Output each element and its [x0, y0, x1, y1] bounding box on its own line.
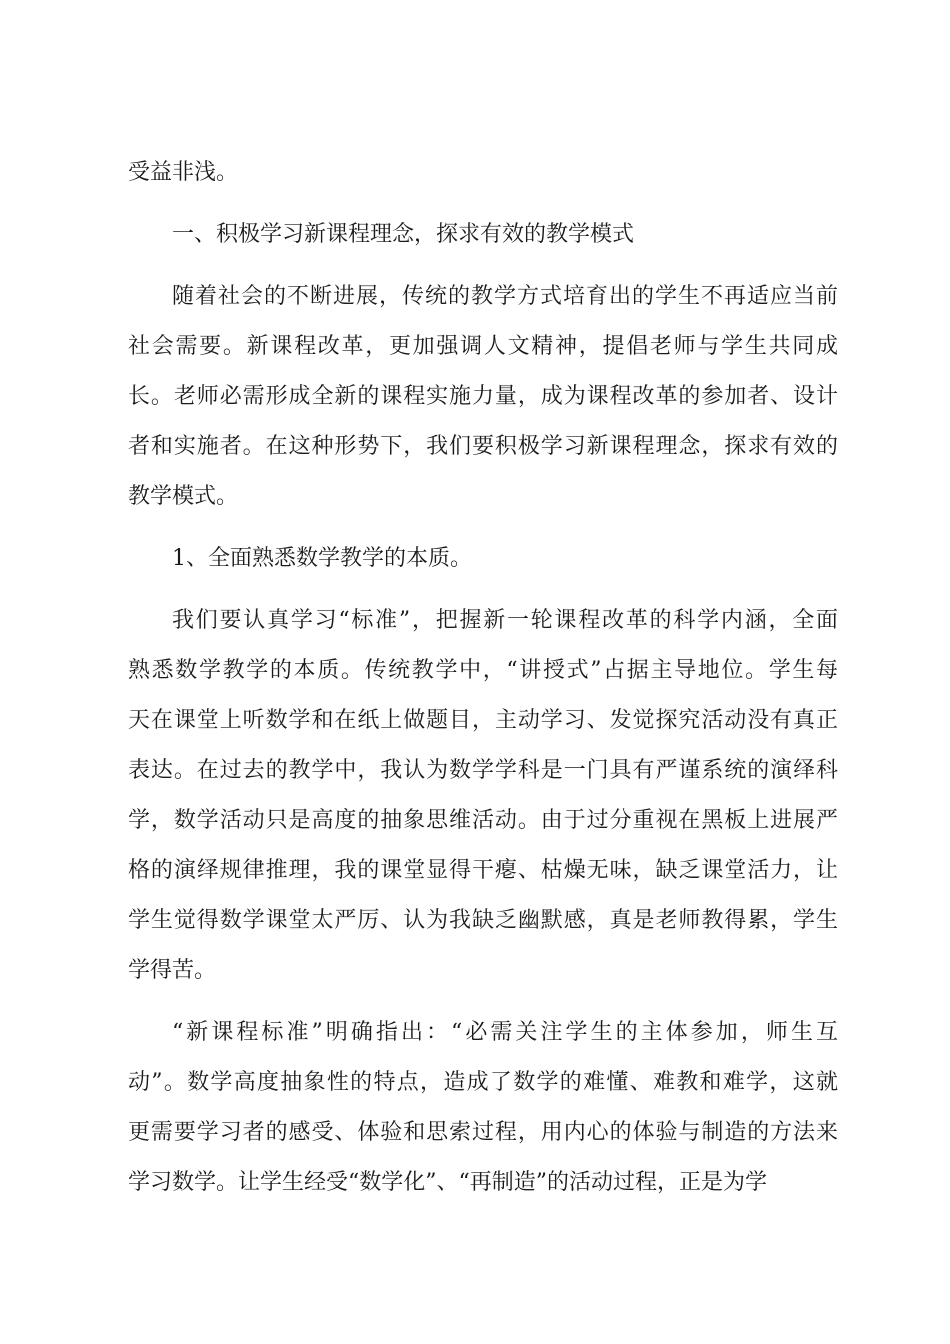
text-line: 表达。在过去的教学中，我认为数学学科是一门具有严谨系统的演绎科 [128, 758, 838, 783]
paragraph-gap [128, 198, 838, 210]
paragraph [128, 148, 838, 198]
text-line: 天在课堂上听数学和在纸上做题目，主动学习、发觉探究活动没有真正 [128, 708, 838, 733]
paragraph [128, 272, 838, 522]
paragraph [128, 210, 838, 260]
text-line: 动”。数学高度抽象性的特点，造成了数学的难懂、难教和难学，这就 [128, 1070, 838, 1095]
paragraph-gap [128, 584, 838, 596]
paragraph-gap [128, 996, 838, 1008]
paragraph [128, 534, 838, 584]
text-line: 随着社会的不断进展，传统的教学方式培育出的学生不再适应当前 [172, 284, 838, 309]
paragraph [128, 596, 838, 996]
paragraph-gap [128, 260, 838, 272]
text-line: 格的演绎规律推理，我的课堂显得干瘪、枯燥无味，缺乏课堂活力，让 [128, 858, 838, 883]
text-line: 更需要学习者的感受、体验和思索过程，用内心的体验与制造的方法来 [128, 1120, 838, 1145]
text-line: 熟悉数学教学的本质。传统教学中，“讲授式”占据主导地位。学生每 [128, 658, 838, 683]
text-line: 一、积极学习新课程理念，探求有效的教学模式 [172, 222, 635, 247]
text-line: 社会需要。新课程改革，更加强调人文精神，提倡老师与学生共同成 [128, 334, 838, 359]
text-line: 受益非浅。 [128, 160, 239, 185]
text-line: 1、全面熟悉数学教学的本质。 [172, 546, 472, 571]
text-line: “新课程标准”明确指出：“必需关注学生的主体参加，师生互 [172, 1020, 838, 1045]
paragraph [128, 1008, 838, 1208]
text-line: 长。老师必需形成全新的课程实施力量，成为课程改革的参加者、设计 [128, 384, 838, 409]
text-line: 学，数学活动只是高度的抽象思维活动。由于过分重视在黑板上进展严 [128, 808, 838, 833]
text-line: 学得苦。 [128, 958, 217, 983]
text-line: 学习数学。让学生经受“数学化”、“再制造”的活动过程，正是为学 [128, 1170, 767, 1195]
text-line: 学生觉得数学课堂太严厉、认为我缺乏幽默感，真是老师教得累，学生 [128, 908, 838, 933]
document-body [128, 148, 838, 1208]
text-line: 我们要认真学习“标准”，把握新一轮课程改革的科学内涵，全面 [172, 608, 838, 633]
text-line: 教学模式。 [128, 484, 239, 509]
text-line: 者和实施者。在这种形势下，我们要积极学习新课程理念，探求有效的 [128, 434, 838, 459]
paragraph-gap [128, 522, 838, 534]
